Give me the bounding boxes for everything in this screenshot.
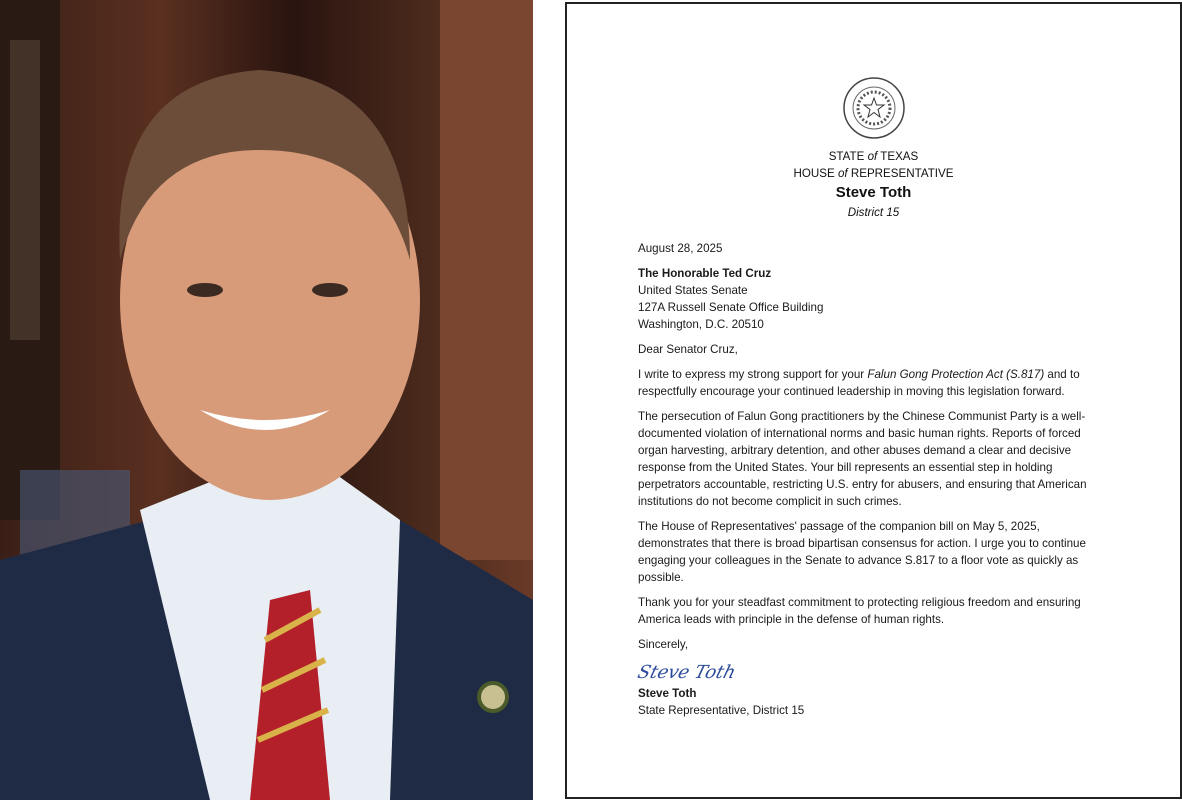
- letter-body: [635, 240, 1100, 719]
- letter: [565, 2, 1182, 799]
- recipient-address: The Honorable Ted Cruz United States Senate 127A Russell Senate Office Building Washington, D.C. 20510: [638, 267, 824, 331]
- signer-title: State Representative, District 15: [638, 704, 805, 717]
- paragraph-4: Thank you for your steadfast commitment to protecting religious freedom and ensuring America leads with principle in the defense of human rights.: [638, 596, 1081, 626]
- letter-date: August 28, 2025: [638, 242, 723, 255]
- texas-seal-icon: [842, 76, 906, 140]
- closing: Sincerely,: [638, 638, 689, 651]
- letterhead-house: HOUSE of REPRESENTATIVE: [793, 167, 954, 180]
- letterhead-district: District 15: [847, 206, 900, 219]
- letterhead-name: Steve Toth: [835, 184, 912, 201]
- signer-name: Steve Toth: [638, 687, 697, 700]
- letterhead-state: STATE of TEXAS: [828, 150, 919, 163]
- portrait-photo: [0, 0, 533, 800]
- salutation: Dear Senator Cruz,: [638, 343, 738, 356]
- paragraph-3: The House of Representatives' passage of the companion bill on May 5, 2025, demonstrates that there is broad bipartisan consensus for action. I urge you to continue engaging your colleagues in the Senate to advance S.817 to a floor vote as quickly as possible.: [638, 520, 1086, 584]
- signature: Steve Toth: [635, 662, 738, 683]
- portrait-illustration: [0, 0, 533, 800]
- paragraph-2: The persecution of Falun Gong practitioners by the Chinese Communist Party is a well-documented violation of international norms and basic human rights. Reports of forced organ harvesting, arbitrary detention, and other abuses demand a clear and decisive response from the United States. Your bill represents an essential step in holding perpetrators accountable, restricting U.S. entry for abusers, and ensuring that American institutions do not become complicit in such crimes.: [638, 410, 1087, 508]
- paragraph-1: I write to express my strong support for your Falun Gong Protection Act (S.817) and to respectfully encourage your continued leadership in moving this legislation forward.: [638, 368, 1080, 398]
